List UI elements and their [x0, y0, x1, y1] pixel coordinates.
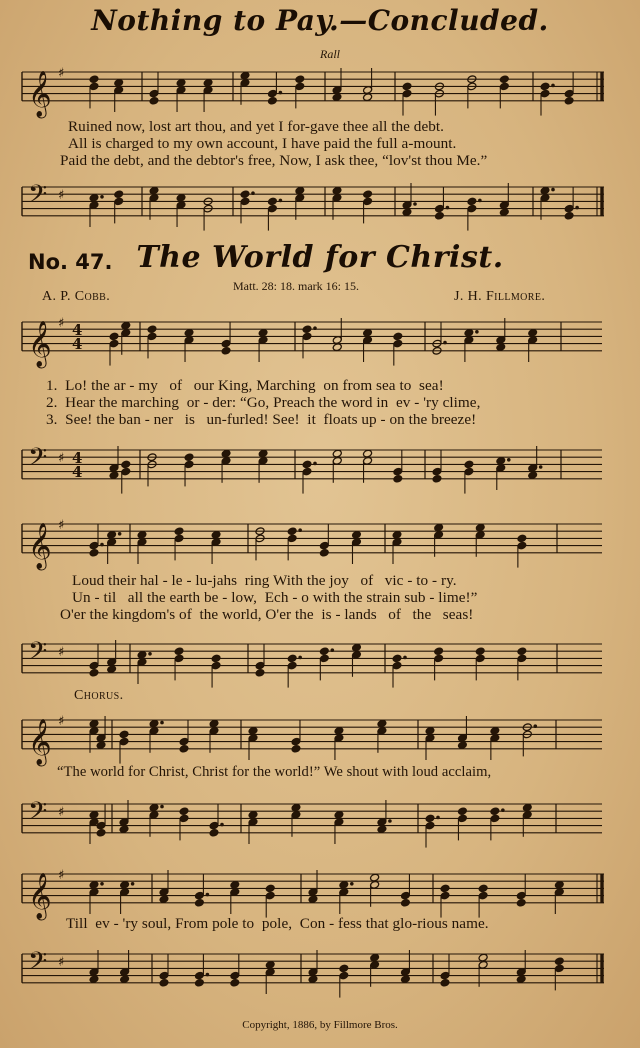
chorus-lyric-2: Till ev - 'ry soul, From pole to pole, Con - fess that glo-rious name.	[66, 915, 489, 932]
bass-staff-chorus-1	[0, 792, 640, 852]
treble-staff-chorus-1	[0, 708, 640, 768]
page-title-concluded: Nothing to Pay.—Concluded.	[91, 4, 549, 37]
verse-1-line-a: 1. Lo! the ar - my of our King, Marching on from sea to sea!	[46, 377, 444, 394]
treble-clef-icon: 𝄞	[28, 522, 52, 569]
sharp-icon: ♯	[58, 714, 65, 729]
bass-clef-icon: 𝄢	[28, 443, 48, 478]
verse-3-line-b: O'er the kingdom's of the world, O'er the is - lands of the seas!	[60, 606, 474, 623]
verse-2-line-a: 2. Hear the marching or - der: “Go, Preach the word in ev - 'ry clime,	[46, 394, 481, 411]
bass-staff-system-2	[0, 438, 640, 498]
copyright-notice: Copyright, 1886, by Fillmore Bros.	[242, 1019, 398, 1031]
verse-1-line-b: Loud their hal - le - lu-jahs ring With the joy of vic - to - ry.	[72, 572, 457, 589]
bass-clef-icon: 𝄢	[28, 637, 48, 672]
time-signature-digit: 4	[72, 463, 83, 481]
lyricist-credit: A. P. Cobb.	[42, 289, 111, 304]
time-signature-digit: 4	[72, 335, 83, 353]
sharp-icon: ♯	[58, 955, 65, 970]
treble-staff-system-2	[0, 310, 640, 370]
bass-staff-system-3	[0, 632, 640, 692]
lyric-line-2: All is charged to my own account, I have paid the full a-mount.	[68, 135, 457, 152]
sharp-icon: ♯	[58, 518, 65, 533]
hymn-title: The World for Christ.	[136, 240, 504, 275]
lyric-line-1: Ruined now, lost art thou, and yet I for-gave thee all the debt.	[68, 118, 445, 135]
sharp-icon: ♯	[58, 645, 65, 660]
sharp-icon: ♯	[58, 316, 65, 331]
sharp-icon: ♯	[58, 805, 65, 820]
verse-2-line-b: Un - til all the earth be - low, Ech - o with the strain sub - lime!”	[72, 589, 478, 606]
composer-credit: J. H. Fillmore.	[454, 289, 546, 304]
sharp-icon: ♯	[58, 66, 65, 81]
treble-staff-system-1	[0, 60, 640, 120]
treble-clef-icon: 𝄞	[28, 70, 52, 117]
sharp-icon: ♯	[58, 451, 65, 466]
bass-clef-icon: 𝄢	[28, 180, 48, 215]
chorus-lyric-1: “The world for Christ, Christ for the world!” We shout with loud acclaim,	[57, 764, 492, 780]
lyric-line-3: Paid the debt, and the debtor's free, Now, I ask thee, “lov'st thou Me.”	[60, 152, 488, 169]
rall-marking: Rall	[320, 47, 340, 61]
time-signature-digit: 4	[72, 321, 83, 339]
treble-clef-icon: 𝄞	[28, 718, 52, 765]
bass-clef-icon: 𝄢	[28, 797, 48, 832]
time-signature-digit: 4	[72, 449, 83, 467]
sharp-icon: ♯	[58, 188, 65, 203]
treble-staff-system-3	[0, 512, 640, 572]
treble-clef-icon: 𝄞	[28, 320, 52, 367]
verse-3-line-a: 3. See! the ban - ner is un-furled! See! it floats up - on the breeze!	[46, 411, 477, 428]
sharp-icon: ♯	[58, 868, 65, 883]
bass-staff-chorus-2	[0, 942, 640, 1002]
treble-clef-icon: 𝄞	[28, 872, 52, 919]
hymn-number: No. 47.	[28, 250, 113, 274]
treble-staff-chorus-2	[0, 862, 640, 922]
bass-staff-system-1	[0, 175, 640, 235]
bass-clef-icon: 𝄢	[28, 947, 48, 982]
chorus-label: Chorus.	[74, 688, 124, 703]
scripture-reference: Matt. 28: 18. mark 16: 15.	[233, 279, 359, 293]
